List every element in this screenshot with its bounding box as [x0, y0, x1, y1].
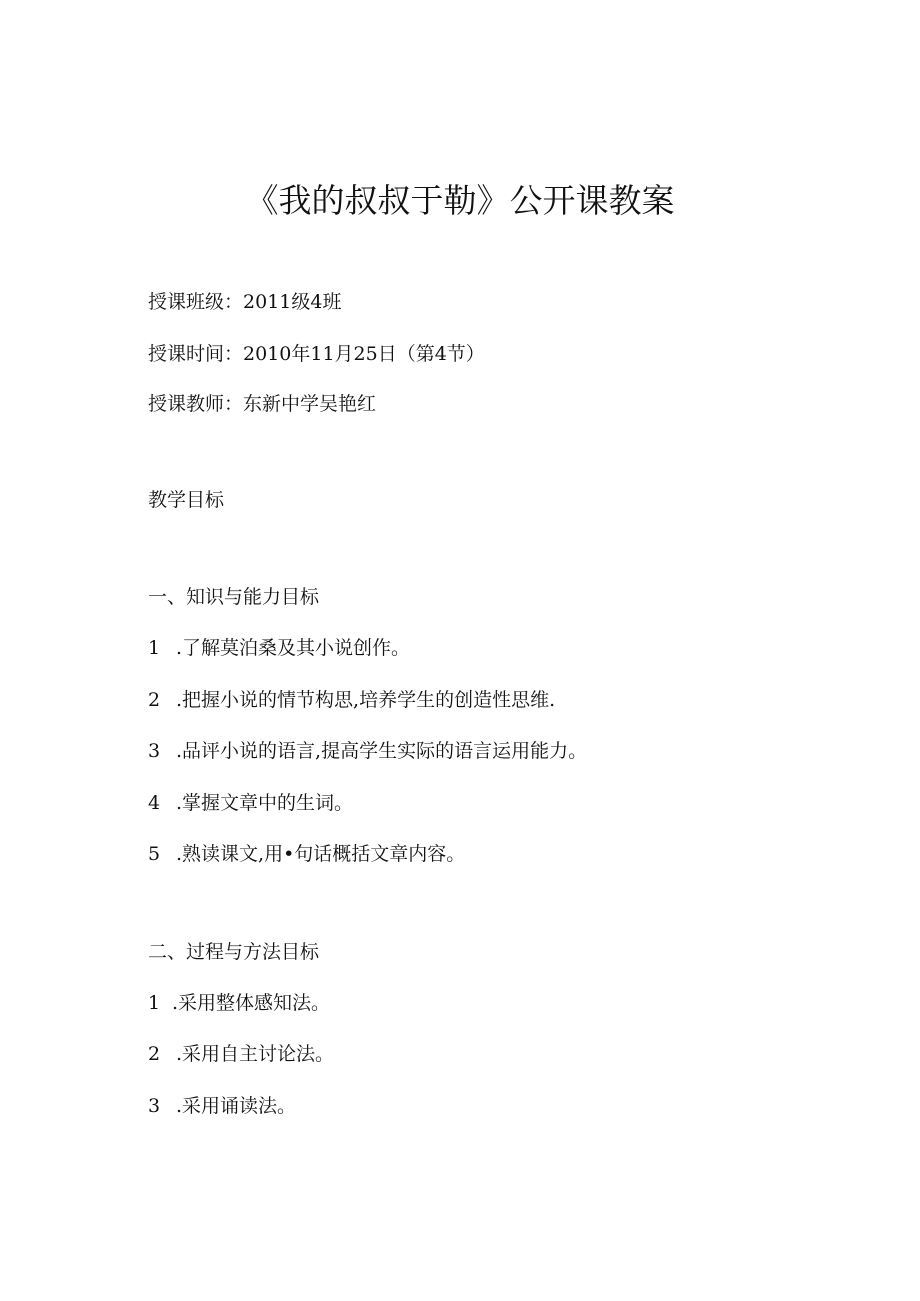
info-time-label: 授课时间：: [148, 343, 244, 365]
item-number: 2: [148, 1043, 161, 1065]
info-teacher: [148, 391, 376, 417]
info-class: [148, 289, 341, 315]
section2-heading: 二、过程与方法目标: [148, 941, 320, 963]
info-teacher-value: 东新中学吴艳红: [243, 393, 377, 415]
section1-item: [148, 790, 353, 816]
item-text: .熟读课文,用•句话概括文章内容。: [176, 843, 466, 865]
item-number: 5: [148, 843, 161, 865]
item-number: 1: [148, 992, 161, 1014]
section2-item: [148, 990, 330, 1016]
item-text: .掌握文章中的生词。: [176, 792, 354, 814]
section1-heading: 一、知识与能力目标: [148, 586, 320, 608]
section1-item: [148, 635, 410, 661]
section2-item: [148, 1041, 334, 1067]
item-number: 3: [148, 1095, 161, 1117]
info-time-value: 2010年11月25日（第4节）: [243, 343, 485, 365]
info-class-label: 授课班级：: [148, 291, 244, 313]
item-number: 3: [148, 740, 161, 762]
item-text: .采用整体感知法。: [172, 992, 331, 1014]
info-teacher-label: 授课教师：: [148, 393, 244, 415]
item-text: .了解莫泊桑及其小说创作。: [176, 637, 411, 659]
info-class-value: 2011级4班: [243, 291, 342, 313]
item-text: .采用自主讨论法。: [176, 1043, 335, 1065]
goals-heading: 教学目标: [148, 489, 225, 511]
item-number: 2: [148, 689, 161, 711]
section2-item: [148, 1093, 296, 1119]
item-text: .把握小说的情节构思,培养学生的创造性思维.: [176, 689, 556, 711]
item-number: 1: [148, 637, 161, 659]
document-title: 《我的叔叔于勒》公开课教案: [245, 181, 675, 220]
section1-item: [148, 687, 555, 713]
item-text: .采用诵读法。: [176, 1095, 297, 1117]
item-number: 4: [148, 792, 161, 814]
section1-item: [148, 841, 465, 867]
info-time: [148, 341, 485, 367]
item-text: .品评小说的语言,提高学生实际的语言运用能力。: [176, 740, 588, 762]
section1-item: [148, 738, 587, 764]
